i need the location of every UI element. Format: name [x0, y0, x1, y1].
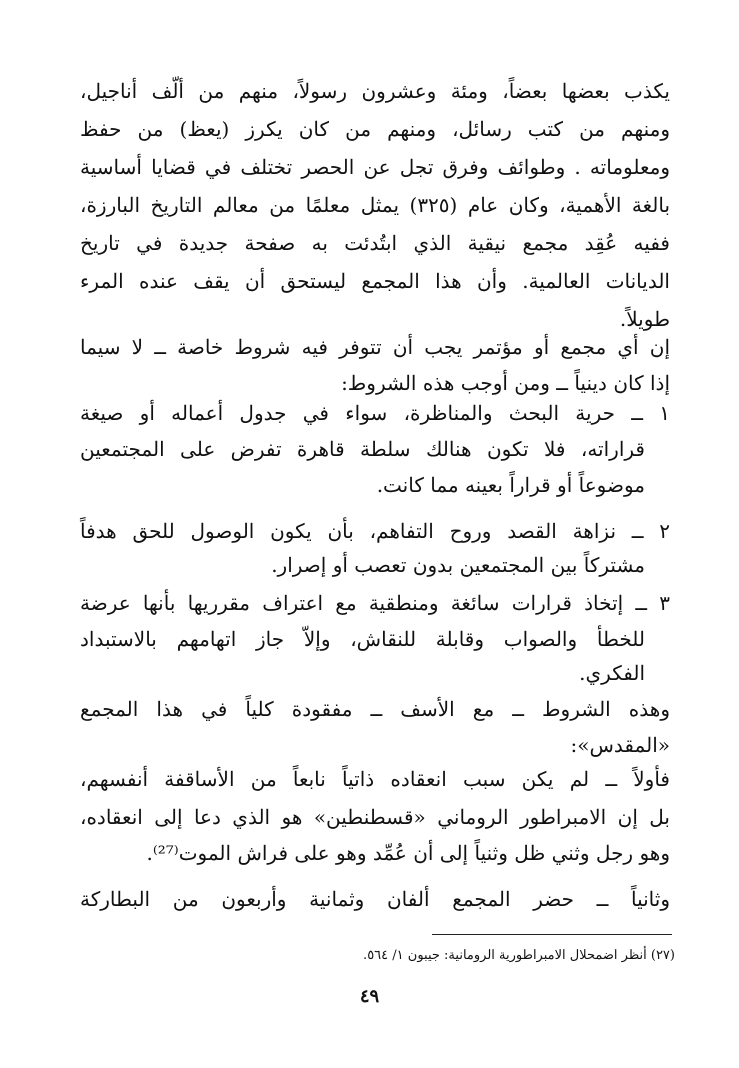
footnote: (٢٧) أنظر اضمحلال الامبراطورية الرومانية: جيبون ١/ ٥٦٤.: [363, 948, 675, 963]
text-line-1: يكذب بعضها بعضاً، ومئة وعشرون رسولاً، منهم من ألّف أناجيل،: [80, 79, 670, 103]
condition-3-line-3: الفكري.: [579, 661, 645, 685]
text-line-4: بالغة الأهمية، وكان عام (٣٢٥) يمثل معلمًا من معالم التاريخ البارزة،: [80, 193, 671, 217]
condition-3-line-1: ٣ ــ إتخاذ قرارات سائغة ومنطقية مع اعتراف مقرريها بأنها عرضة: [80, 591, 670, 615]
condition-1-line-1: ١ ــ حرية البحث والمناظرة، سواء في جدول أعماله أو صيغة: [80, 401, 670, 425]
condition-1-line-3: موضوعاً أو قراراً بعينه مما كانت.: [376, 473, 645, 497]
text-line-6: الديانات العالمية. وأن هذا المجمع ليستحق أن يقف عنده المرء: [80, 269, 670, 293]
condition-2-line-1: ٢ ــ نزاهة القصد وروح التفاهم، بأن يكون الوصول للحق هدفاً: [80, 519, 670, 543]
second-point-line-1: وثانياً ــ حضر المجمع ألفان وثمانية وأربعون من البطاركة: [80, 887, 670, 911]
text-line-8: إن أي مجمع أو مؤتمر يجب أن تتوفر فيه شروط خاصة ــ لا سيما: [80, 335, 670, 359]
page-number: ٤٩: [359, 986, 380, 1007]
first-point-line-2: بل إن الامبراطور الروماني «قسطنطين» هو الذي دعا إلى انعقاده،: [80, 805, 670, 829]
text-line-18: «المقدس»:: [570, 733, 670, 757]
text-line-7: طويلاً.: [619, 307, 670, 331]
text-line-3: ومعلوماته . وطوائف وفرق تجل عن الحصر تختلف في قضايا أساسية: [80, 155, 670, 179]
text-line-5: ففيه عُقِد مجمع نيقية الذي ابتُدئت به صفحة جديدة في تاريخ: [80, 231, 670, 255]
condition-3-line-2: للخطأ والصواب وقابلة للنقاش، وإلاّ جاز اتهامهم بالاستبداد: [80, 627, 645, 651]
text-line-2: ومنهم من كتب رسائل، ومنهم من كان يكرز (يعظ) من حفظ: [80, 117, 670, 141]
footnote-separator: [432, 934, 672, 935]
condition-1-line-2: قراراته، فلا تكون هنالك سلطة قاهرة تفرض على المجتمعين: [80, 437, 645, 461]
condition-2-line-2: مشتركاً بين المجتمعين بدون تعصب أو إصرار.: [271, 553, 645, 577]
text-line-17: وهذه الشروط ــ مع الأسف ــ مفقودة كلياً في هذا المجمع: [80, 697, 670, 721]
text-line-9: إذا كان دينياً ــ ومن أوجب هذه الشروط:: [341, 371, 670, 395]
first-point-line-3: وهو رجل وثني ظل وثنياً إلى أن عُمِّد وهو على فراش الموت⁽²⁷⁾.: [146, 841, 670, 865]
first-point-line-1: فأولاً ــ لم يكن سبب انعقاده ذاتياً نابعاً من الأساقفة أنفسهم،: [80, 767, 670, 791]
